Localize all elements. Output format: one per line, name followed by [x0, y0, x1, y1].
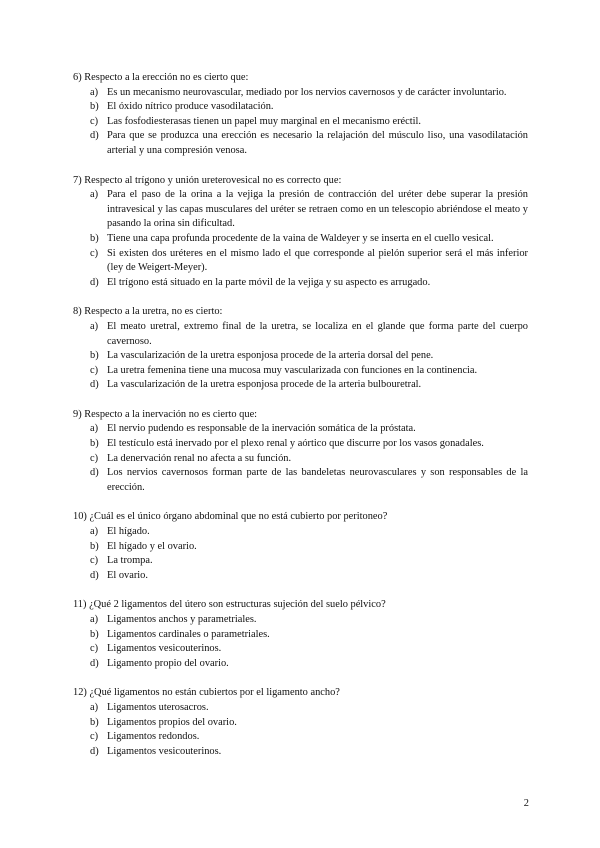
page-number: 2 — [523, 798, 529, 809]
question-block — [73, 305, 528, 393]
answer-option — [73, 525, 528, 540]
option-letter: c) — [90, 115, 99, 127]
question-title: 12) ¿Qué ligamentos no están cubiertos por el ligamento ancho? — [73, 687, 340, 699]
option-letter: a) — [90, 86, 99, 98]
option-letter: b) — [90, 232, 99, 244]
option-letter: b) — [90, 716, 99, 728]
answer-option — [73, 247, 528, 276]
option-letter: c) — [90, 731, 99, 743]
question-block — [73, 71, 528, 159]
option-text: El ovario. — [107, 569, 148, 581]
answer-option — [73, 364, 528, 379]
option-text: Ligamentos uterosacros. — [107, 701, 209, 713]
answer-option — [73, 613, 528, 628]
option-letter: a) — [90, 320, 99, 332]
option-text: El meato uretral, extremo final de la uretra, se localiza en el glande que forma parte del cuerpo cavernoso. — [107, 320, 528, 347]
answer-option — [73, 745, 528, 760]
option-letter: c) — [90, 555, 99, 567]
option-text: La uretra femenina tiene una mucosa muy vascularizada con funciones en la continencia. — [107, 364, 478, 376]
option-letter: d) — [90, 130, 99, 142]
option-letter: d) — [90, 276, 99, 288]
question-title: 7) Respecto al trígono y unión ureterovesical no es correcto que: — [73, 174, 342, 186]
answer-option — [73, 422, 528, 437]
answer-options — [73, 86, 528, 159]
question-block — [73, 408, 528, 496]
answer-option — [73, 276, 528, 291]
answer-option — [73, 642, 528, 657]
option-letter: b) — [90, 540, 99, 552]
option-letter: c) — [90, 364, 99, 376]
option-text: Ligamento propio del ovario. — [107, 657, 229, 669]
answer-option — [73, 569, 528, 584]
answer-option — [73, 730, 528, 745]
option-text: El hígado. — [107, 526, 150, 538]
answer-options — [73, 320, 528, 393]
option-letter: a) — [90, 614, 99, 625]
option-text: El hígado y el ovario. — [107, 540, 197, 552]
option-text: El testículo está inervado por el plexo renal y aórtico que discurre por los vasos gonadales. — [107, 438, 484, 450]
question-list — [73, 71, 528, 774]
answer-option — [73, 540, 528, 555]
answer-options — [73, 613, 528, 671]
question-title: 8) Respecto a la uretra, no es cierto: — [73, 306, 223, 318]
option-letter: c) — [90, 247, 99, 259]
answer-option — [73, 716, 528, 731]
option-letter: d) — [90, 657, 99, 669]
answer-option — [73, 129, 528, 158]
option-text: El nervio pudendo es responsable de la inervación somática de la próstata. — [107, 423, 416, 435]
answer-option — [73, 320, 528, 349]
option-text: Tiene una capa profunda procedente de la vaina de Waldeyer y se inserta en el cuello vesical. — [107, 232, 494, 244]
answer-option — [73, 232, 528, 247]
question-block — [73, 510, 528, 583]
option-text: Ligamentos anchos y parametriales. — [107, 614, 257, 625]
answer-option — [73, 452, 528, 467]
option-text: El óxido nítrico produce vasodilatación. — [107, 101, 274, 113]
option-text: Ligamentos redondos. — [107, 731, 200, 743]
option-text: La trompa. — [107, 555, 153, 567]
question-block — [73, 598, 528, 671]
option-letter: b) — [90, 438, 99, 450]
question-title: 6) Respecto a la erección no es cierto que: — [73, 72, 249, 83]
answer-option — [73, 86, 528, 101]
option-letter: a) — [90, 423, 99, 435]
answer-option — [73, 628, 528, 643]
answer-options — [73, 701, 528, 759]
answer-option — [73, 466, 528, 495]
option-letter: b) — [90, 101, 99, 113]
option-letter: b) — [90, 350, 99, 362]
option-text: Las fosfodiesterasas tienen un papel muy marginal en el mecanismo eréctil. — [107, 115, 422, 127]
option-letter: d) — [90, 379, 99, 391]
option-text: Los nervios cavernosos forman parte de las bandeletas neurovasculares y son responsables de la erección. — [107, 467, 528, 493]
option-letter: d) — [90, 569, 99, 581]
answer-option — [73, 100, 528, 115]
option-text: Ligamentos vesicouterinos. — [107, 745, 222, 757]
question-title: 11) ¿Qué 2 ligamentos del útero son estructuras sujeción del suelo pélvico? — [73, 599, 386, 611]
option-text: La denervación renal no afecta a su función. — [107, 452, 292, 464]
option-text: Si existen dos uréteres en el mismo lado el que corresponde al pielón superior será el más inferior (ley de Weigert-Meyer). — [107, 247, 528, 274]
answer-option — [73, 437, 528, 452]
answer-option — [73, 188, 528, 232]
option-letter: a) — [90, 189, 99, 201]
option-letter: b) — [90, 628, 99, 640]
option-letter: c) — [90, 643, 99, 655]
option-text: El trígono está situado en la parte móvil de la vejiga y su aspecto es arrugado. — [107, 276, 431, 288]
option-text: Es un mecanismo neurovascular, mediado por los nervios cavernosos y de carácter involuntario. — [107, 86, 507, 98]
question-title: 9) Respecto a la inervación no es cierto que: — [73, 408, 258, 420]
option-text: Ligamentos propios del ovario. — [107, 716, 237, 728]
answer-option — [73, 657, 528, 672]
option-text: La vascularización de la uretra esponjosa procede de la arteria dorsal del pene. — [107, 350, 434, 362]
option-text: Para que se produzca una erección es necesario la relajación del músculo liso, una vasodilatación arterial y una compresión venosa. — [107, 130, 528, 156]
question-title: 10) ¿Cuál es el único órgano abdominal que no está cubierto por peritoneo? — [73, 511, 388, 523]
option-text: La vascularización de la uretra esponjosa procede de la arteria bulbouretral. — [107, 379, 422, 391]
answer-options — [73, 422, 528, 495]
option-letter: d) — [90, 467, 99, 479]
answer-option — [73, 554, 528, 569]
option-text: Para el paso de la orina a la vejiga la presión de contracción del uréter debe superar la presión intravesical y las capas musculares del uréter se retraen como en un telescopio abriéndose el meato y pasando la orina sin dificultad. — [107, 189, 528, 230]
answer-option — [73, 115, 528, 130]
option-letter: a) — [90, 701, 99, 713]
option-letter: a) — [90, 526, 99, 538]
option-text: Ligamentos cardinales o parametriales. — [107, 628, 270, 640]
answer-option — [73, 701, 528, 716]
question-block — [73, 686, 528, 759]
question-block — [73, 174, 528, 291]
answer-option — [73, 378, 528, 393]
option-letter: d) — [90, 745, 99, 757]
option-text: Ligamentos vesicouterinos. — [107, 643, 222, 655]
answer-options — [73, 188, 528, 290]
option-letter: c) — [90, 452, 99, 464]
answer-options — [73, 525, 528, 583]
answer-option — [73, 349, 528, 364]
